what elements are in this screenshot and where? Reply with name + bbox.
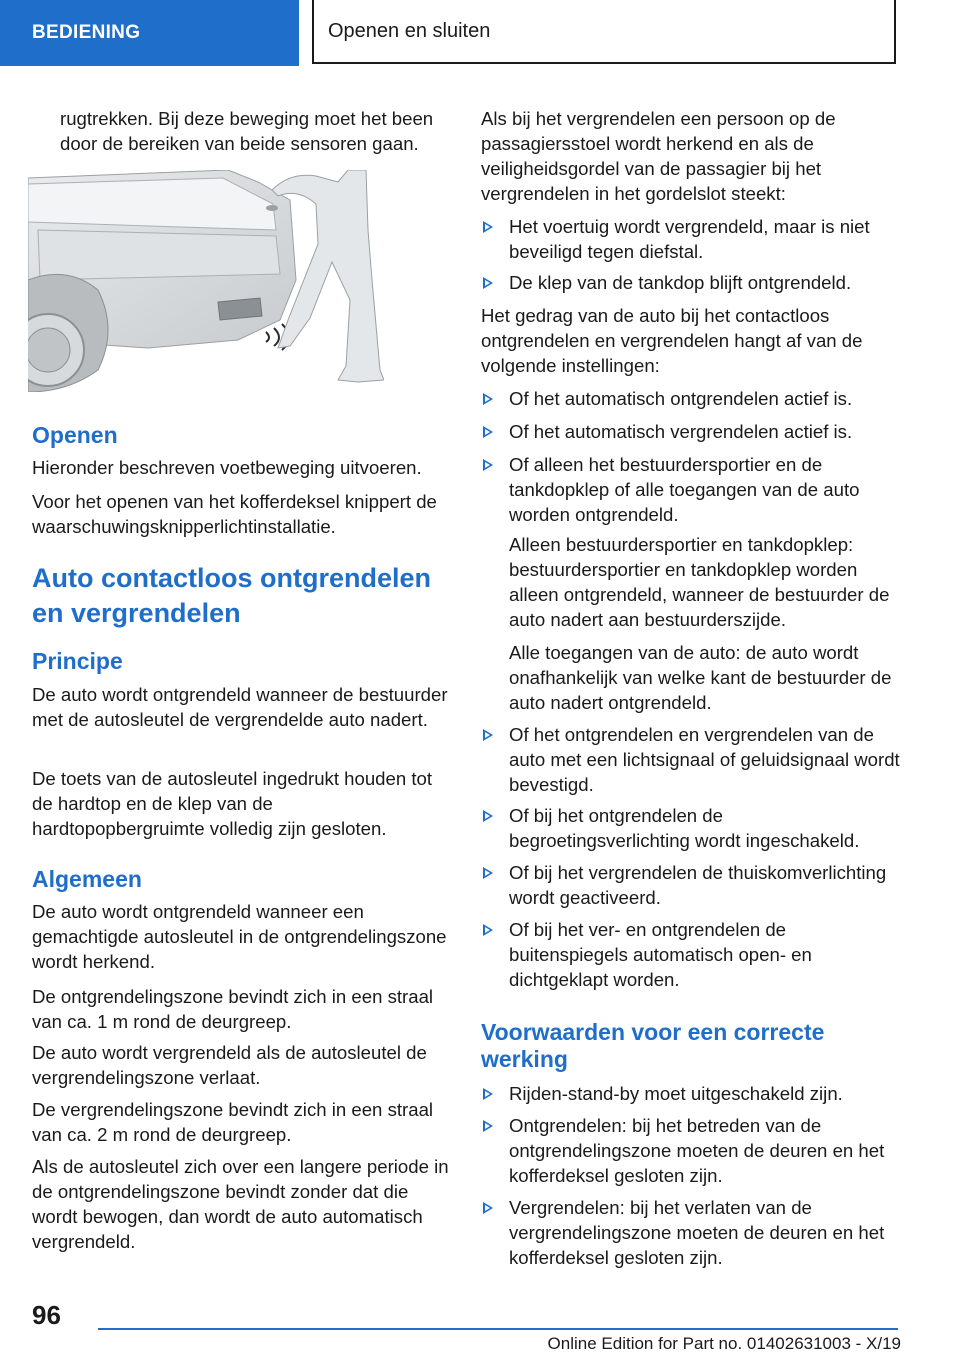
list-item: Of het automatisch vergrendelen actief is. bbox=[481, 419, 901, 444]
bullet-triangle-icon bbox=[483, 924, 493, 936]
bullet-triangle-icon bbox=[483, 867, 493, 879]
page-header bbox=[0, 0, 960, 66]
openen-paragraph-2: Voor het openen van het kofferdeksel knippert de waarschuwingsknipperlichtinstallatie. bbox=[32, 491, 437, 537]
list-item: Of alleen het bestuurdersportier en de tankdopklep of alle toegangen van de auto worden ontgrendeld. bbox=[481, 452, 901, 527]
bullet-triangle-icon bbox=[483, 1202, 493, 1214]
bullet-triangle-icon bbox=[483, 1088, 493, 1100]
list-item: Of het automatisch ontgrendelen actief is. bbox=[481, 386, 901, 411]
list-item: De klep van de tankdop blijft ontgrendeld. bbox=[481, 270, 901, 295]
right-paragraph-1: Als bij het vergrendelen een persoon op de passagiersstoel wordt herkend en als de veiligheidsgordel van de passagier bij het vergrendelen in het gordelslot steekt: bbox=[481, 108, 836, 204]
bullet-triangle-icon bbox=[483, 393, 493, 405]
right-paragraph-2: Het gedrag van de auto bij het contactloos ontgrendelen en vergrendelen hangt af van de volgende instellingen: bbox=[481, 305, 863, 376]
algemeen-paragraph-1: De auto wordt ontgrendeld wanneer een gemachtigde autosleutel in de ontgrendelingszone wordt herkend. bbox=[32, 901, 447, 972]
heading-algemeen: Algemeen bbox=[32, 866, 142, 892]
openen-paragraph-1: Hieronder beschreven voetbeweging uitvoeren. bbox=[32, 457, 422, 478]
bullet-triangle-icon bbox=[483, 221, 493, 233]
algemeen-paragraph-3: De auto wordt vergrendeld als de autosleutel de vergrendelingszone verlaat. bbox=[32, 1042, 427, 1088]
list-item: Of het ontgrendelen en vergrendelen van de auto met een lichtsignaal of geluidsignaal wordt bevestigd. bbox=[481, 722, 901, 797]
algemeen-paragraph-4: De vergrendelingszone bevindt zich in een straal van ca. 2 m rond de deurgreep. bbox=[32, 1099, 434, 1145]
list-item: Of bij het vergrendelen de thuiskomverlichting wordt geactiveerd. bbox=[481, 860, 901, 910]
bullet-triangle-icon bbox=[483, 810, 493, 822]
principe-paragraph-2: De toets van de autosleutel ingedrukt houden tot de hardtop en de klep van de hardtopopbergruimte volledig zijn gesloten. bbox=[32, 768, 433, 839]
page-number: 96 bbox=[32, 1300, 61, 1330]
list-item: Rijden-stand-by moet uitgeschakeld zijn. bbox=[481, 1081, 901, 1106]
section-tab: BEDIENING bbox=[0, 0, 299, 66]
bullet-triangle-icon bbox=[483, 426, 493, 438]
main-heading: Auto contactloos ontgrendelen en vergrendelen bbox=[32, 563, 432, 628]
bullet-triangle-icon bbox=[483, 1120, 493, 1132]
algemeen-paragraph-5: Als de autosleutel zich over een langere periode in de ontgrendelingszone bevindt zonder dat die wordt bewogen, dan wordt de auto automatisch vergrendeld. bbox=[32, 1156, 449, 1252]
footer-divider bbox=[98, 1328, 898, 1330]
bullet-triangle-icon bbox=[483, 459, 493, 471]
trunk-kick-illustration bbox=[28, 170, 384, 392]
chapter-tab: Openen en sluiten bbox=[312, 0, 896, 64]
list-item: Het voertuig wordt vergrendeld, maar is niet beveiligd tegen diefstal. bbox=[481, 214, 901, 264]
list-item: Ontgrendelen: bij het betreden van de ontgrendelingszone moeten de deuren en het kofferdeksel gesloten zijn. bbox=[481, 1113, 901, 1188]
heading-voorwaarden: Voorwaarden voor een correcte werking bbox=[481, 1019, 825, 1072]
intro-paragraph: rugtrekken. Bij deze beweging moet het been door de bereiken van beide sensoren gaan. bbox=[60, 108, 434, 154]
heading-openen: Openen bbox=[32, 422, 118, 448]
sub-paragraph-1: Alleen bestuurdersportier en tankdopklep: bestuurdersportier en tankdopklep worden alleen ontgrendeld, wanneer de bestuurder de auto nadert aan bestuurderszijde. bbox=[509, 534, 890, 630]
list-item: Vergrendelen: bij het verlaten van de vergrendelingszone moeten de deuren en het kofferdeksel gesloten zijn. bbox=[481, 1195, 901, 1270]
heading-principe: Principe bbox=[32, 648, 123, 674]
bullet-triangle-icon bbox=[483, 729, 493, 741]
footer-edition: Online Edition for Part no. 01402631003 - X/19 bbox=[547, 1334, 901, 1353]
list-item: Of bij het ontgrendelen de begroetingsverlichting wordt ingeschakeld. bbox=[481, 803, 901, 853]
list-item: Of bij het ver- en ontgrendelen de buitenspiegels automatisch open- en dichtgeklapt worden. bbox=[481, 917, 901, 992]
car-rear-sensor-icon bbox=[28, 170, 384, 392]
bullet-triangle-icon bbox=[483, 277, 493, 289]
algemeen-paragraph-2: De ontgrendelingszone bevindt zich in een straal van ca. 1 m rond de deurgreep. bbox=[32, 986, 434, 1032]
principe-paragraph-1: De auto wordt ontgrendeld wanneer de bestuurder met de autosleutel de vergrendelde auto nadert. bbox=[32, 684, 448, 730]
sub-paragraph-2: Alle toegangen van de auto: de auto wordt onafhankelijk van welke kant de bestuurder de auto nadert ontgrendeld. bbox=[509, 642, 892, 713]
